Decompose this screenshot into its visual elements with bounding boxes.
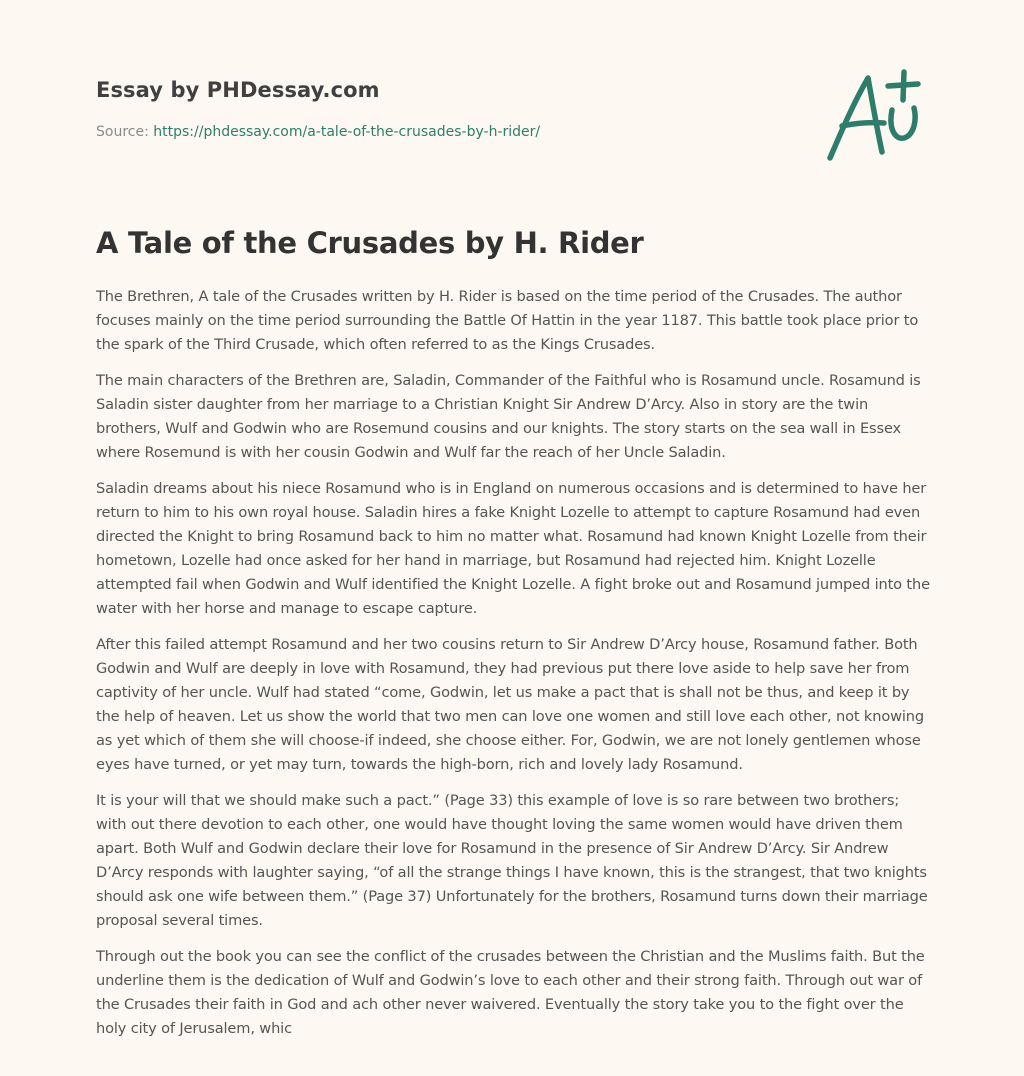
essay-paragraph: The main characters of the Brethren are, Saladin, Commander of the Faithful who is Rosamund uncle. Rosamund is Saladin sister daughter from her marriage to a Christian Knight Sir Andrew D’Arcy. Also in story are the twin brothers, Wulf and Godwin who are Rosemund cousins and our knights. The story starts on the sea wall in Essex where Rosemund is with her cousin Godwin and Wulf far the reach of her Uncle Saladin. bbox=[96, 372, 921, 461]
essay-paragraph: Saladin dreams about his niece Rosamund who is in England on numerous occasions and is determined to have her return to him to his own royal house. Saladin hires a fake Knight Lozelle to attempt to capture Rosamund had even directed the Knight to bring Rosamund back to him no matter what. Rosamund had known Knight Lozelle from their hometown, Lozelle had once asked for her hand in marriage, but Rosamund had rejected him. Knight Lozelle attempted fail when Godwin and Wulf identified the Knight Lozelle. A fight broke out and Rosamund jumped into the water with her horse and manage to escape capture. bbox=[96, 480, 930, 617]
essay-paragraph: The Brethren, A tale of the Crusades written by H. Rider is based on the time period of the Crusades. The author focuses mainly on the time period surrounding the Battle Of Hattin in the year 1187. This battle took place prior to the spark of the Third Crusade, which often referred to as the Kings Crusades. bbox=[96, 288, 919, 353]
source-line bbox=[96, 124, 540, 140]
bottom-fade bbox=[0, 1056, 1024, 1076]
essay-body bbox=[96, 285, 932, 1053]
source-link[interactable]: https://phdessay.com/a-tale-of-the-crusades-by-h-rider/ bbox=[153, 124, 541, 140]
site-title: Essay by PHDessay.com bbox=[96, 78, 380, 102]
essay-paragraph: It is your will that we should make such a pact.” (Page 33) this example of love is so rare between two brothers; with out there devotion to each other, one would have thought loving the same women would have driven them apart. Both Wulf and Godwin declare their love for Rosamund in the presence of Sir Andrew D’Arcy. Sir Andrew D’Arcy responds with laughter saying, “of all the strange things I have known, this is the strangest, that two knights should ask one wife between them.” (Page 37) Unfortunately for the brothers, Rosamund turns down their marriage proposal several times. bbox=[96, 792, 928, 929]
essay-title: A Tale of the Crusades by H. Rider bbox=[96, 226, 644, 260]
essay-paragraph: Through out the book you can see the conflict of the crusades between the Christian and the Muslims faith. But the underline them is the dedication of Wulf and Godwin’s love to each other and their strong faith. Through out war of the Crusades their faith in God and ach other never waivered. Eventually the story take you to the fight over the holy city of Jerusalem, whic bbox=[96, 948, 925, 1037]
essay-paragraph: After this failed attempt Rosamund and her two cousins return to Sir Andrew D’Arcy house, Rosamund father. Both Godwin and Wulf are deeply in love with Rosamund, they had previous put there love aside to help save her from captivity of her uncle. Wulf had stated “come, Godwin, let us make a pact that is shall not be thus, and keep it by the help of heaven. Let us show the world that two men can love one women and still love each other, not knowing as yet which of them she will choose-if indeed, she choose either. For, Godwin, we are not lonely gentlemen whose eyes have turned, or yet may turn, towards the high-born, rich and lovely lady Rosamund. bbox=[96, 636, 925, 773]
source-label: Source: bbox=[96, 124, 149, 140]
a-plus-grade-icon bbox=[824, 68, 928, 164]
